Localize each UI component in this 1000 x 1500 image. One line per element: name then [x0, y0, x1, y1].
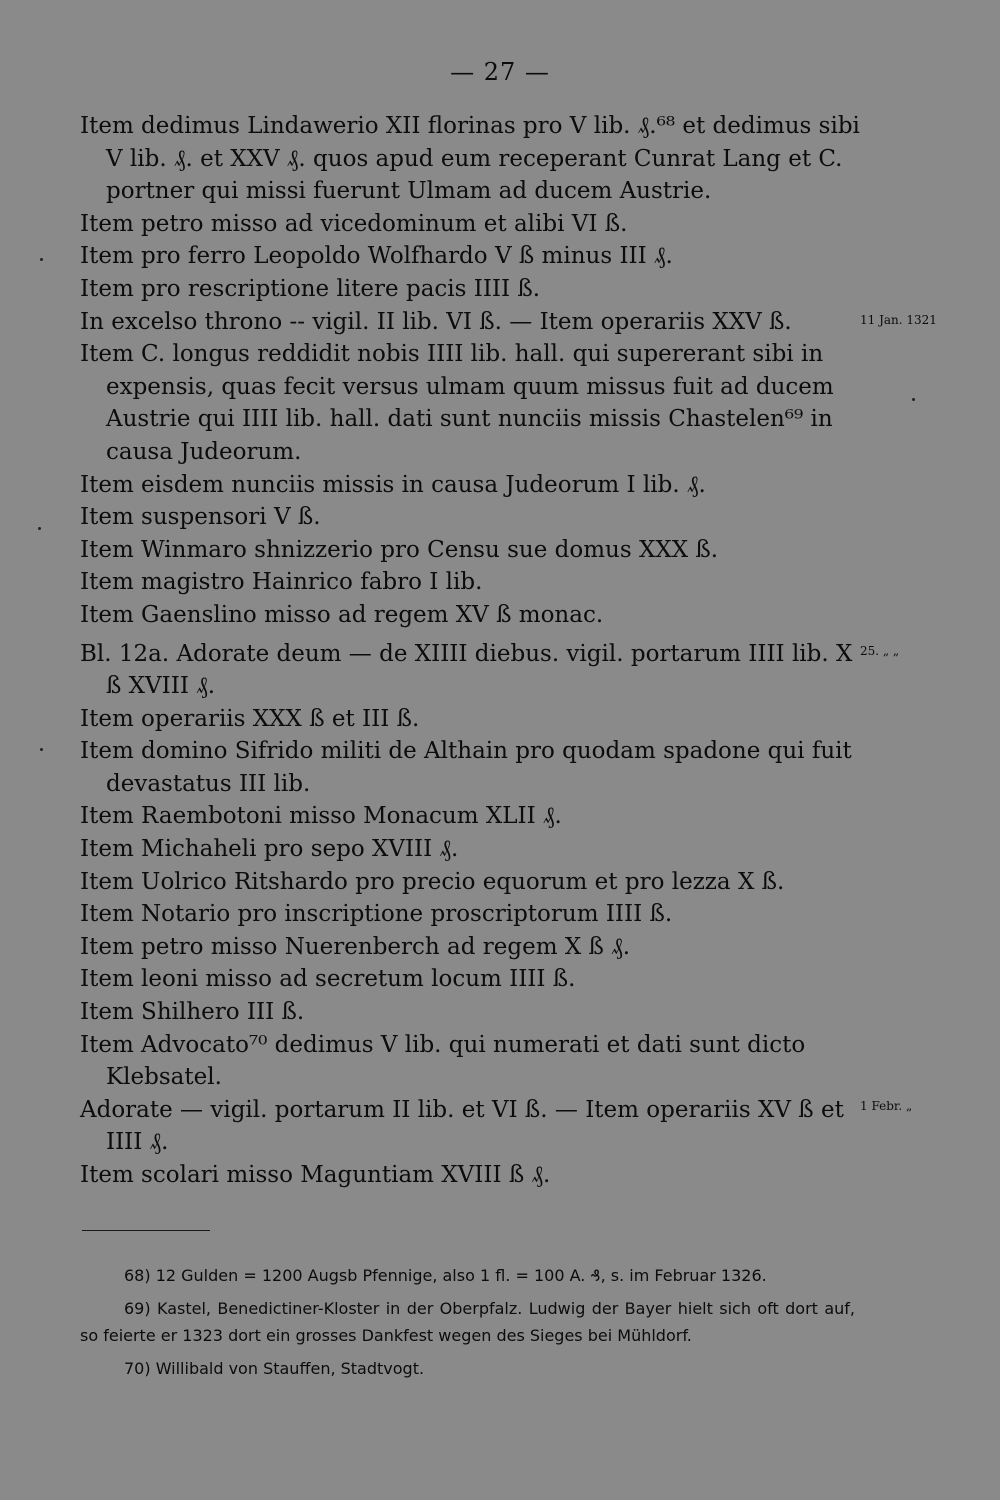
ledger-entry: Item Raembotoni misso Monacum XLII ₰. — [80, 803, 562, 830]
footnote: 69) Kastel, Benedictiner-Kloster in der Oberpfalz. Ludwig der Bayer hielt sich oft dort auf, so feierte er 1323 dort ein grosses Dankfest wegen des Sieges bei Mühldorf. — [80, 1299, 855, 1345]
ledger-entries — [80, 110, 870, 1192]
ledger-entry: Item magistro Hainrico fabro I lib. — [80, 569, 483, 596]
margin-date-note: 1 Febr. „ — [860, 1099, 913, 1113]
ledger-entry: Item Notario pro inscriptione proscriptorum IIII ß. — [80, 901, 673, 928]
ledger-entry: Adorate — vigil. portarum II lib. et VI ß. — Item operariis XV ß et IIII ₰. — [80, 1096, 844, 1156]
scan-speck — [40, 748, 43, 751]
ledger-entry: Item dedimus Lindawerio XII florinas pro V lib. ₰.⁶⁸ et dedimus sibi V lib. ₰. et XXV ₰. quos apud eum receperant Cunrat Lang et C. portner qui missi fuerunt Ulmam ad ducem Austrie. — [80, 113, 860, 205]
footnote: 68) 12 Gulden = 1200 Augsb Pfennige, also 1 fl. = 100 A. ₰, s. im Februar 1326. — [124, 1266, 767, 1285]
ledger-entry: Item Gaenslino misso ad regem XV ß monac. — [80, 601, 604, 628]
ledger-entry: Bl. 12a. Adorate deum — de XIIII diebus. vigil. portarum IIII lib. X ß XVIII ₰. — [80, 640, 853, 700]
ledger-entry: Item scolari misso Maguntiam XVIII ß ₰. — [80, 1162, 551, 1188]
ledger-entry: Item petro misso Nuerenberch ad regem X ß ₰. — [80, 933, 631, 960]
ledger-entry: In excelso throno -- vigil. II lib. VI ß. — Item operariis XXV ß. — [80, 308, 792, 335]
scan-speck — [912, 398, 915, 401]
margin-date-note: 11 Jan. 1321 — [860, 313, 937, 327]
ledger-entry: Item Advocato⁷⁰ dedimus V lib. qui numerati et dati sunt dicto Klebsatel. — [80, 1031, 806, 1091]
ledger-entry: Item leoni misso ad secretum locum IIII ß. — [80, 966, 576, 993]
ledger-entry: Item pro ferro Leopoldo Wolfhardo V ß minus III ₰. — [80, 243, 673, 270]
ledger-entry: Item Shilhero III ß. — [80, 999, 305, 1026]
ledger-entry: Item eisdem nunciis missis in causa Judeorum I lib. ₰. — [80, 471, 706, 498]
ledger-entry: Item domino Sifrido militi de Althain pro quodam spadone qui fuit devastatus III lib. — [80, 738, 852, 797]
scan-speck — [38, 527, 41, 530]
footnotes — [80, 1262, 855, 1388]
footnote: 70) Willibald von Stauffen, Stadtvogt. — [124, 1359, 425, 1378]
ledger-entry: Item Michaheli pro sepo XVIII ₰. — [80, 836, 459, 863]
page-number: — 27 — — [450, 58, 550, 86]
ledger-entry: Item Uolrico Ritshardo pro precio equorum et pro lezza X ß. — [80, 868, 785, 895]
ledger-entry: Item petro misso ad vicedominum et alibi VI ß. — [80, 210, 628, 237]
ledger-entry: Item C. longus reddidit nobis IIII lib. hall. qui supererant sibi in expensis, quas fecit versus ulmam quum missus fuit ad ducem Austrie qui IIII lib. hall. dati sunt nunciis missis Chastelen⁶⁹ in causa Judeorum. — [80, 341, 834, 465]
footnote-divider — [82, 1230, 210, 1231]
ledger-entry: Item operariis XXX ß et III ß. — [80, 705, 420, 732]
ledger-entry: Item Winmaro shnizzerio pro Censu sue domus XXX ß. — [80, 536, 719, 563]
scan-speck — [40, 258, 43, 261]
margin-date-note: 25. „ „ — [860, 644, 900, 658]
ledger-entry: Item pro rescriptione litere pacis IIII ß. — [80, 275, 541, 302]
ledger-entry: Item suspensori V ß. — [80, 504, 321, 531]
